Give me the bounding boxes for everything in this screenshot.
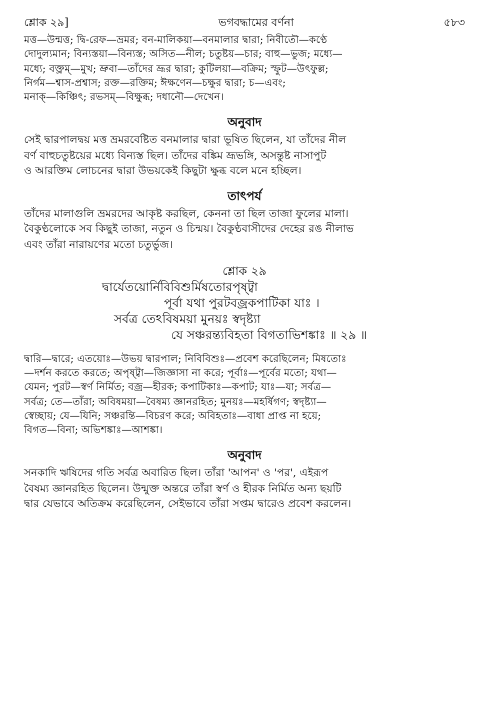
purport-heading: তাৎপর্য (227, 189, 262, 204)
purport-28: তাঁদের মালাগুলি ভ্রমরদের আকৃষ্ট করছিল, কেননা তা ছিল তাজা ফুলের মালা। বৈকুণ্ঠলোকে সব কিছুই তাজা, নতুন ও চিন্ময়। বৈকুণ্ঠবাসীদের দেহের রঙ নীলাভ এবং তাঁরা নারায়ণের মতো চতুর্ভুজ। (24, 208, 354, 251)
translation-heading: অনুবাদ (227, 115, 262, 130)
translation-28: সেই দ্বারপালদ্বয় মত্ত ভ্রমরবেষ্টিত বনমালার দ্বারা ভূষিত ছিলেন, যা তাঁদের নীল বর্ণ বাহুচতুষ্টয়ের মধ্যে বিন্যস্ত ছিল। তাঁদের বঙ্কিম ভ্রূভঙ্গি, অসন্তুষ্ট নাসাপুট ও আরক্তিম লোচনের দ্বারা উভয়কেই কিছুটা ক্ষুব্ধ বলে মনে হচ্ছিল। (24, 134, 347, 177)
page-number: ৫৮৩ (443, 16, 465, 29)
sloka-title: শ্লোক ২৯ (222, 263, 267, 278)
verse-line: সর্বত্র তেঽবিষময়া মুনয়ঃ স্বদৃষ্ট্যা (114, 311, 261, 326)
verse-line: যে সঞ্চরন্ত্যবিহতা বিগতাভিশঙ্কাঃ ॥ ২৯ ॥ (171, 327, 368, 342)
page-header (24, 14, 465, 34)
translation-29: সনকাদি ঋষিদের গতি সর্বত্র অবারিত ছিল। তাঁরা 'আপন' ও 'পর', এইরূপ বৈষম্য জ্ঞানরহিত ছিলেন। উন্মুক্ত অন্তরে তাঁরা স্বর্ণ ও হীরক নির্মিত অন্য ছয়টি দ্বার যেভাবে অতিক্রম করেছিলেন, সেইভাবে তাঁরা সপ্তম দ্বারেও প্রবেশ করলেন। (24, 467, 352, 510)
header-sloka-ref: শ্লোক ২৯] (24, 16, 69, 29)
verse-line: পূর্বা যথা পুরটবজ্রকপাটিকা যাঃ । (164, 295, 320, 310)
header-chapter-title: ভগবদ্ধামের বর্ণনা (218, 16, 294, 29)
word-gloss-28: মত্ত—উন্মত্ত; দ্বি-রেফ—ভ্রমর; বন-মালিকয়া—বনমালার দ্বারা; নিবীতৌ—কণ্ঠে দোদুল্যমান; বিন্যস্তয়া—বিন্যস্ত; অসিত—নীল; চতুষ্টয়—চার; বাহু—ভুজ; মধ্যে— মধ্যে; বক্ত্রম্—মুখ; ভ্রুবা—তাঁদের ভ্রূর দ্বারা; কুটিলয়া—বক্রিম; স্ফুট—উৎফুল্ল; নির্গম—শ্বাস-প্রশ্বাস; রক্ত—রক্তিম; ঈক্ষণেন—চক্ষুর দ্বারা; চ—এবং; মনাক্—কিঞ্চিৎ; রভসম্—বিক্ষুব্ধ; দধানৌ—দেখেন। (24, 35, 343, 104)
translation-heading: অনুবাদ (227, 448, 262, 463)
verse-line: দ্বার্যেতয়োর্নিবিবিশুর্মিষতোরপৃষ্ট্বা (102, 279, 258, 294)
word-gloss-29: দ্বারি—দ্বারে; এতয়োঃ—উভয় দ্বারপাল; নিবিবিশুঃ—প্রবেশ করেছিলেন; মিষতোঃ —দর্শন করতে করতে; অপৃষ্ট্বা—জিজ্ঞাসা না করে; পূর্বাঃ—পূর্বের মতো; যথা— যেমন; পুরট—স্বর্ণ নির্মিত; বজ্র—হীরক; কপাটিকাঃ—কপাট; যাঃ—যা; সর্বত্র— সর্বত্র; তে—তাঁরা; অবিষময়া—বৈষম্য জ্ঞানরহিত; মুনয়ঃ—মহর্ষিগণ; স্বদৃষ্ট্যা— স্বেচ্ছায়; যে—যিনি; সঞ্চরন্তি—বিচরণ করে; অবিহতাঃ—বাধা প্রাপ্ত না হয়ে; বিগত—বিনা; অভিশঙ্কাঃ—আশঙ্কা। (24, 353, 347, 437)
